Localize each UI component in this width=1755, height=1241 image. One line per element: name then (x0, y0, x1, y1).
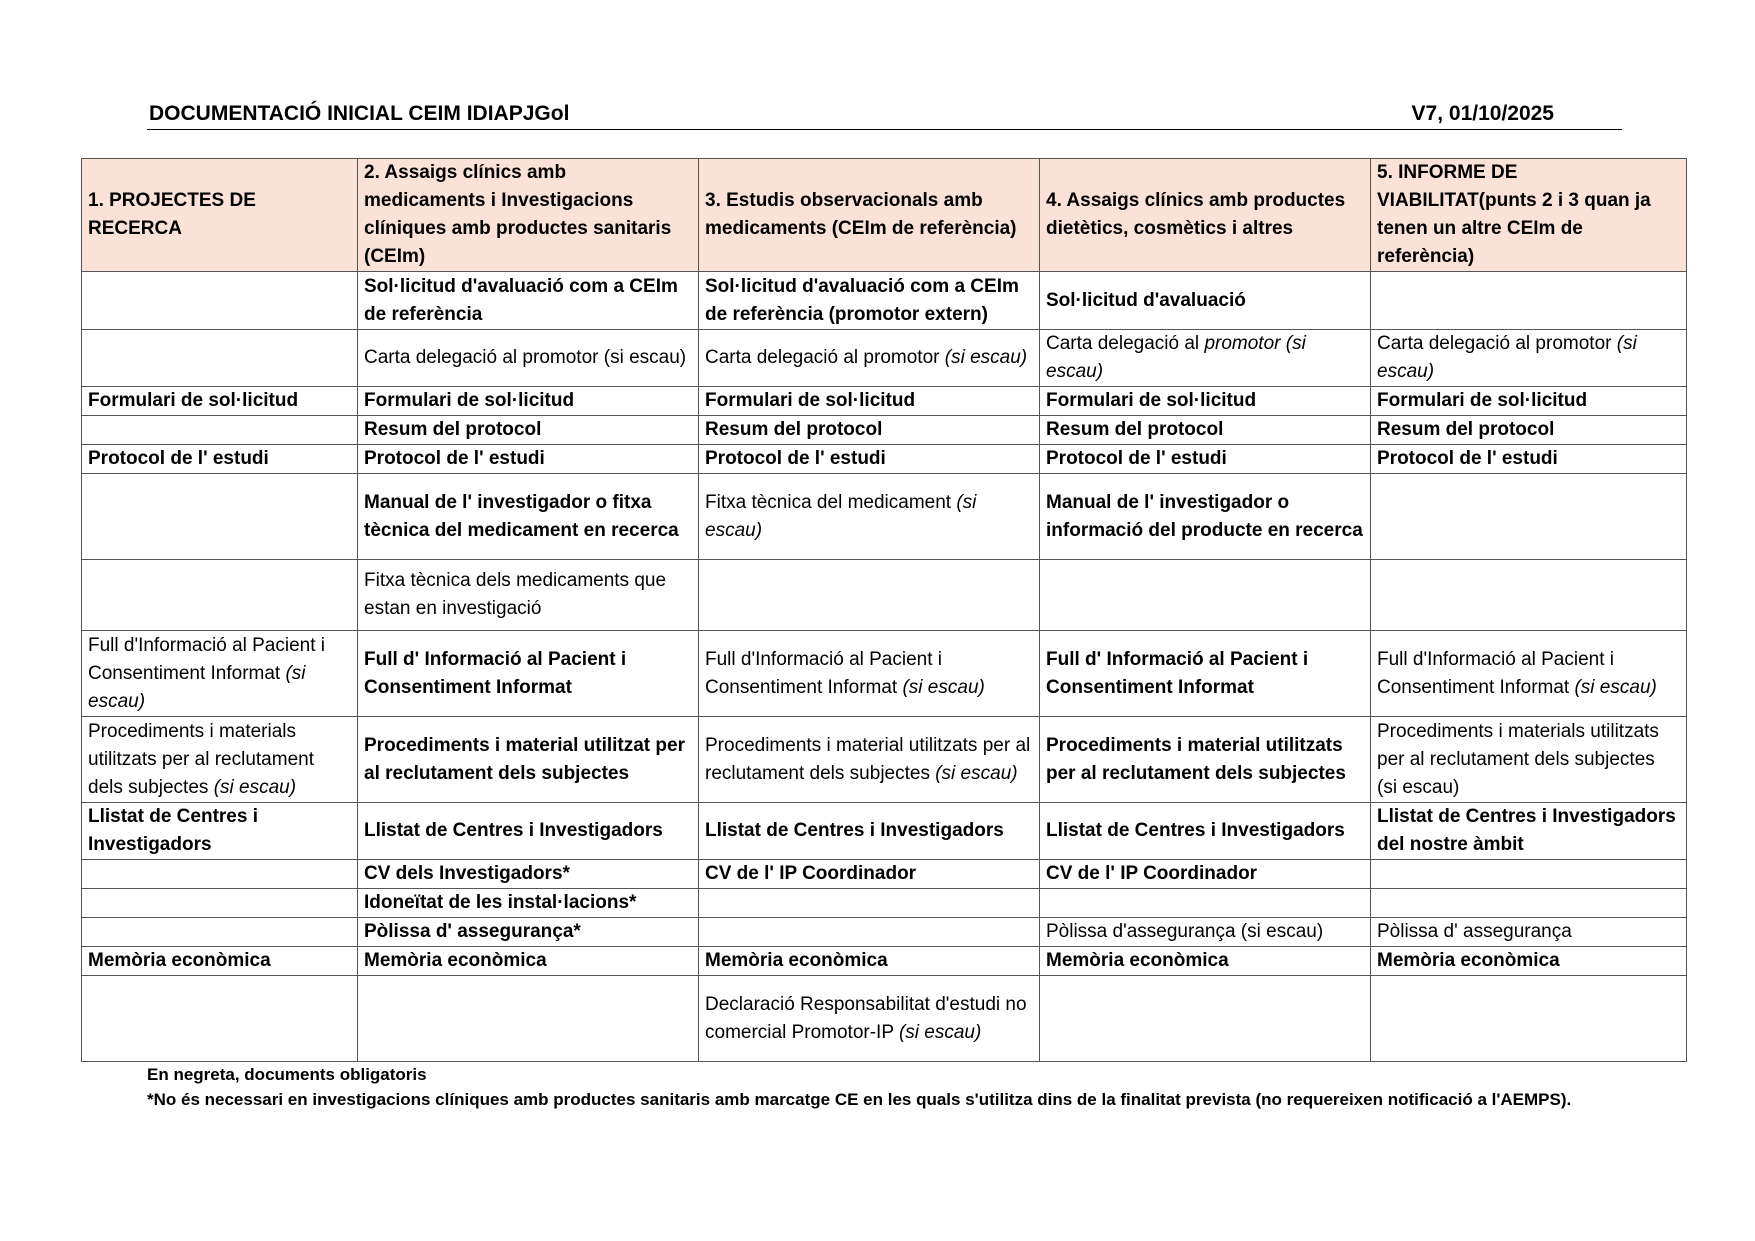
table-cell (1040, 560, 1371, 631)
table-row (82, 474, 1687, 560)
table-cell: Resum del protocol (358, 416, 699, 445)
table-cell: Sol·licitud d'avaluació (1040, 272, 1371, 330)
table-cell (1371, 860, 1687, 889)
table-header-row (82, 159, 1687, 272)
table-cell: Llistat de Centres i Investigadors (699, 803, 1040, 860)
table-cell (82, 976, 358, 1062)
table-cell: Full d'Informació al Pacient i Consentiment Informat (si escau) (82, 631, 358, 717)
table-cell (1040, 976, 1371, 1062)
table-cell: Procediments i material utilitzat per al reclutament dels subjectes (358, 717, 699, 803)
table-cell: Carta delegació al promotor (si escau) (358, 330, 699, 387)
table-cell: Full d'Informació al Pacient i Consentiment Informat (si escau) (699, 631, 1040, 717)
table-cell: Carta delegació al promotor (si escau) (1040, 330, 1371, 387)
table-cell: Declaració Responsabilitat d'estudi no comercial Promotor-IP (si escau) (699, 976, 1040, 1062)
table-cell: Memòria econòmica (699, 947, 1040, 976)
table-cell: Protocol de l' estudi (82, 445, 358, 474)
table-row (82, 976, 1687, 1062)
table-cell (82, 330, 358, 387)
table-cell (1371, 272, 1687, 330)
table-cell: Carta delegació al promotor (si escau) (1371, 330, 1687, 387)
table-row (82, 889, 1687, 918)
table-cell (358, 976, 699, 1062)
table-cell: Llistat de Centres i Investigadors del nostre àmbit (1371, 803, 1687, 860)
table-cell: Manual de l' investigador o fitxa tècnica del medicament en recerca (358, 474, 699, 560)
table-cell: Memòria econòmica (358, 947, 699, 976)
table-cell: Idoneïtat de les instal·lacions* (358, 889, 699, 918)
table-cell: Full d' Informació al Pacient i Consentiment Informat (358, 631, 699, 717)
table-cell: Carta delegació al promotor (si escau) (699, 330, 1040, 387)
table-cell (1371, 976, 1687, 1062)
table-cell: Procediments i material utilitzats per al reclutament dels subjectes (1040, 717, 1371, 803)
col-header-estudis-observacionals: 3. Estudis observacionals amb medicaments (CEIm de referència) (699, 159, 1040, 272)
table-cell (82, 889, 358, 918)
col-header-assaigs-medicaments: 2. Assaigs clínics amb medicaments i Investigacions clíniques amb productes sanitaris (CEIm) (358, 159, 699, 272)
table-cell: Fitxa tècnica del medicament (si escau) (699, 474, 1040, 560)
table-cell (82, 416, 358, 445)
table-cell: Formulari de sol·licitud (82, 387, 358, 416)
table-row (82, 416, 1687, 445)
table-cell: Llistat de Centres i Investigadors (82, 803, 358, 860)
table-cell: Pòlissa d' assegurança (1371, 918, 1687, 947)
table-cell: Formulari de sol·licitud (1371, 387, 1687, 416)
table-row (82, 445, 1687, 474)
table-cell (699, 560, 1040, 631)
table-cell: Resum del protocol (1040, 416, 1371, 445)
table-row (82, 272, 1687, 330)
table-cell: Memòria econòmica (1040, 947, 1371, 976)
table-cell: Resum del protocol (1371, 416, 1687, 445)
table-cell: Procediments i materials utilitzats per al reclutament dels subjectes (si escau) (1371, 717, 1687, 803)
table-cell: Manual de l' investigador o informació del producte en recerca (1040, 474, 1371, 560)
table-cell: Procediments i material utilitzats per al reclutament dels subjectes (si escau) (699, 717, 1040, 803)
table-cell (82, 918, 358, 947)
table-cell: Memòria econòmica (82, 947, 358, 976)
table-cell: CV de l' IP Coordinador (699, 860, 1040, 889)
table-cell: Protocol de l' estudi (1371, 445, 1687, 474)
table-cell: Sol·licitud d'avaluació com a CEIm de referència (358, 272, 699, 330)
table-cell (82, 560, 358, 631)
table-cell: Full d'Informació al Pacient i Consentiment Informat (si escau) (1371, 631, 1687, 717)
table-row (82, 860, 1687, 889)
table-row (82, 947, 1687, 976)
table-cell: Memòria econòmica (1371, 947, 1687, 976)
document-version: V7, 01/10/2025 (1411, 102, 1554, 125)
table-cell (699, 918, 1040, 947)
table-cell (1371, 889, 1687, 918)
table-cell (82, 860, 358, 889)
table-cell (1371, 560, 1687, 631)
table-cell (82, 272, 358, 330)
table-cell: Llistat de Centres i Investigadors (1040, 803, 1371, 860)
table-cell: Formulari de sol·licitud (699, 387, 1040, 416)
table-cell: Fitxa tècnica dels medicaments que estan en investigació (358, 560, 699, 631)
table-cell: Sol·licitud d'avaluació com a CEIm de referència (promotor extern) (699, 272, 1040, 330)
table-row (82, 918, 1687, 947)
table-cell: Llistat de Centres i Investigadors (358, 803, 699, 860)
table-cell: Formulari de sol·licitud (358, 387, 699, 416)
page-header (147, 100, 1622, 130)
table-row (82, 387, 1687, 416)
table-cell: Pòlissa d'assegurança (si escau) (1040, 918, 1371, 947)
table-row (82, 560, 1687, 631)
table-row (82, 631, 1687, 717)
table-cell (699, 889, 1040, 918)
asterisk-footnote: *No és necessari en investigacions clíniques amb productes sanitaris amb marcatge CE en les quals s'utilitza dins de la finalitat prevista (no requereixen notificació a l'AEMPS). (147, 1090, 1572, 1109)
table-cell: Full d' Informació al Pacient i Consentiment Informat (1040, 631, 1371, 717)
table-row (82, 330, 1687, 387)
table-cell: Protocol de l' estudi (358, 445, 699, 474)
table-cell: Formulari de sol·licitud (1040, 387, 1371, 416)
table-row (82, 803, 1687, 860)
table-cell: CV de l' IP Coordinador (1040, 860, 1371, 889)
col-header-projectes-recerca: 1. PROJECTES DE RECERCA (82, 159, 358, 272)
table-cell: Resum del protocol (699, 416, 1040, 445)
col-header-informe-viabilitat: 5. INFORME DE VIABILITAT(punts 2 i 3 quan ja tenen un altre CEIm de referència) (1371, 159, 1687, 272)
table-cell: CV dels Investigadors* (358, 860, 699, 889)
bold-legend-note: En negreta, documents obligatoris (147, 1065, 427, 1084)
table-cell (1040, 889, 1371, 918)
documentation-table (81, 158, 1687, 1062)
table-cell (82, 474, 358, 560)
table-row (82, 717, 1687, 803)
table-cell: Protocol de l' estudi (699, 445, 1040, 474)
table-cell: Pòlissa d' assegurança* (358, 918, 699, 947)
table-notes (147, 1062, 1647, 1112)
document-title: DOCUMENTACIÓ INICIAL CEIM IDIAPJGol (149, 102, 570, 125)
table-cell: Procediments i materials utilitzats per al reclutament dels subjectes (si escau) (82, 717, 358, 803)
table-cell (1371, 474, 1687, 560)
table-cell: Protocol de l' estudi (1040, 445, 1371, 474)
col-header-assaigs-productes: 4. Assaigs clínics amb productes dietètics, cosmètics i altres (1040, 159, 1371, 272)
